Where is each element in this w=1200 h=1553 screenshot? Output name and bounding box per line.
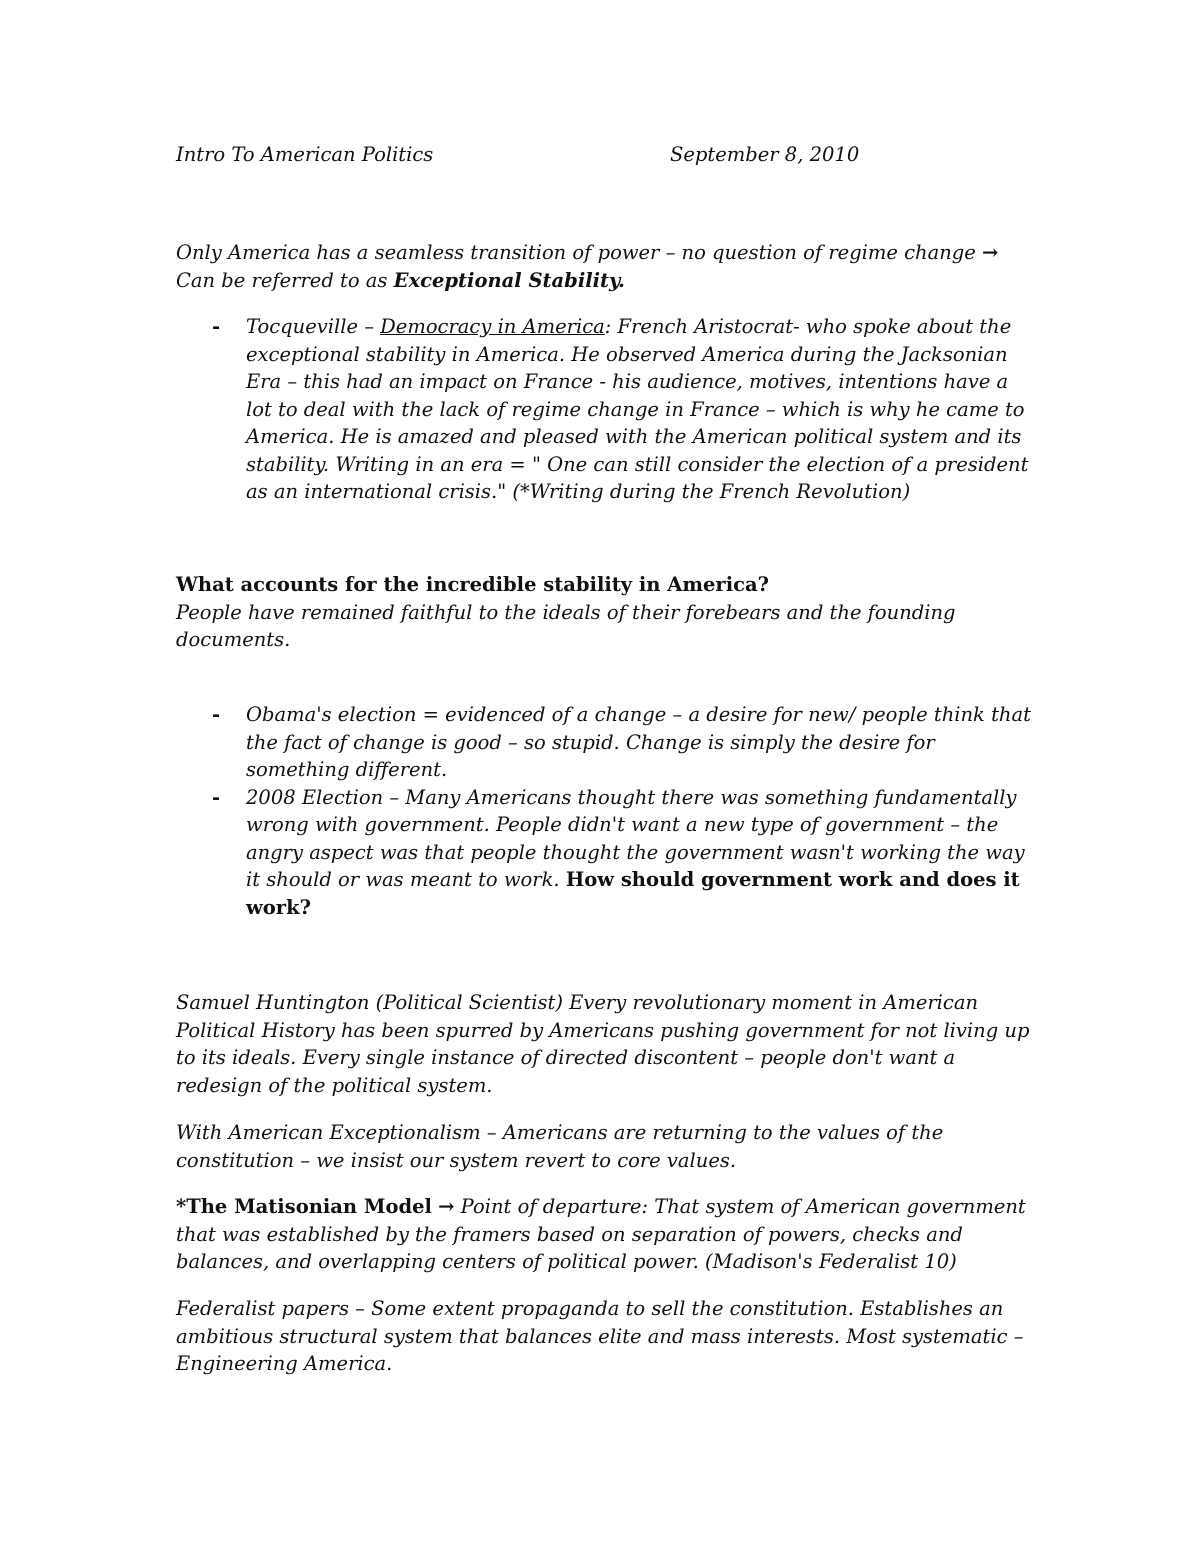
exceptional-stability-term: Exceptional Stability. [393,268,625,292]
huntington-paragraph: Samuel Huntington (Political Scientist) Every revolutionary moment in American Political History has been spurred by Americans pushing government for not living up to its ideals. Every single instance of directed discontent – people don't want a redesign of the political system. [176,991,1030,1097]
dash-bullet-icon: - [212,785,221,809]
list-item [176,313,1036,506]
tocqueville-text: : French Aristocrat- who spoke about the exceptional stability in America. He observed America during the Jacksonian Era – this had an impact on France - his audience, motives, intentions have a lot to deal with the lack of regime change in France – which is why he came to America. He is amazed and pleased with the American political system and its stability. Writing in an era = " One can still consider the election of a president as an international crisis." (*Writing during the French Revolution) [246,315,1029,503]
intro-paragraph [176,239,1036,294]
federalist-paragraph: Federalist papers – Some extent propaganda to sell the constitution. Establishes an ambitious structural system that balances elite and mass interests. Most systematic – Engineering America. [176,1297,1024,1375]
arrow-right-icon: → [982,241,999,264]
book-title: Democracy in America [380,315,605,338]
election-2008-text: 2008 Election – Many Americans thought there was something fundamentally wrong with government. People didn't want a new type of government – the angry aspect was that people thought the government wasn't working the way it should or was meant to work. [246,785,1025,891]
list-item [176,701,1036,784]
intro-line-2: Can be referred to as [176,268,394,292]
exceptionalism-paragraph: With American Exceptionalism – Americans are returning to the values of the constitution – we insist our system revert to core values. [176,1121,944,1172]
dash-bullet-icon: - [212,703,221,726]
section-heading: What accounts for the incredible stability in America? [176,573,770,596]
tocqueville-list [176,313,1036,506]
madisonian-text: Point of departure: That system of American government that was established by the framers based on separation of powers, checks and balances, and overlapping centers of political power. (Madison's Federalist 10) [176,1195,1026,1273]
election-list [176,701,1036,921]
question-answer: People have remained faithful to the ideals of their forebears and the founding documents. [176,600,956,651]
intro-line-1: Only America has a seamless transition of power – no question of regime change [176,241,976,264]
lecture-date: September 8, 2010 [670,143,860,166]
government-question: How should government work and does it work? [246,868,1020,919]
madisonian-paragraph [176,1193,1036,1276]
arrow-right-icon: → [438,1195,455,1218]
list-item [176,784,1036,922]
obama-election-text: Obama's election = evidenced of a change – a desire for new/ people think that the fact of change is good – so stupid. Change is simply the desire for something different. [246,703,1031,781]
tocqueville-name: Tocqueville – [246,315,381,338]
question-section [176,571,1036,654]
dash-bullet-icon: - [212,315,221,338]
course-title: Intro To American Politics [176,143,434,166]
madisonian-model-term: *The Matisonian Model [176,1195,432,1218]
